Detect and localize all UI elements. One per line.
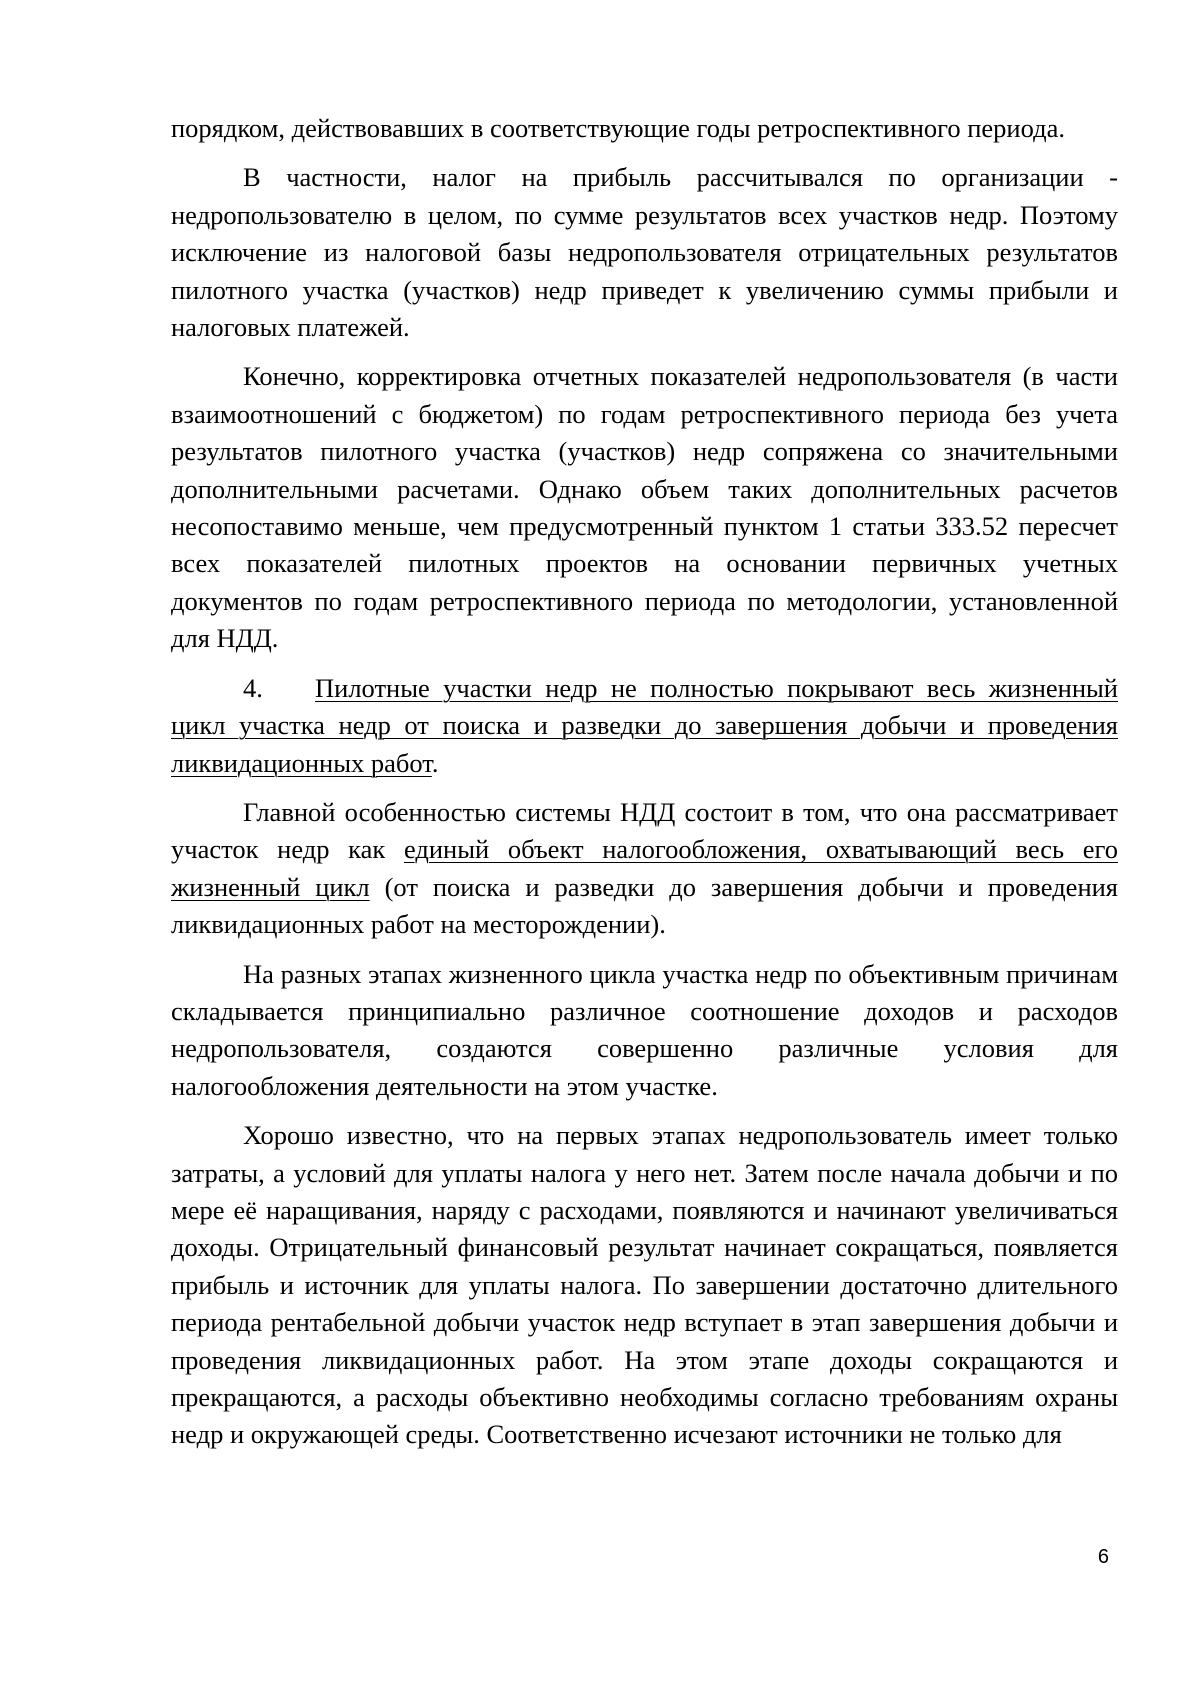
page-number: 6 (1097, 1546, 1109, 1568)
main-feature-underlined: единый объект налогообложения, охватывающий весь его жизненный цикл (171, 834, 1118, 902)
paragraph-profit-tax: В частности, налог на прибыль рассчитывался по организации - недропользователю в целом, по сумме результатов всех участков недр. Поэтому исключение из налоговой базы недропользователя отрицательных результатов пилотного участка (участков) недр приведет к увеличению суммы прибыли и налоговых платежей. (171, 162, 1118, 343)
main-feature-start: Главной особенностью системы НДД состоит в том, что она рассматривает участок недр как (171, 796, 1118, 865)
paragraph-lifecycle-stages: На разных этапах жизненного цикла участка недр по объективным причинам складывается принципиально различное соотношение доходов и расходов недропользователя, создаются совершенно различные условия для налогообложения деятельности на этом участке. (171, 958, 1118, 1101)
document-page (171, 110, 1118, 1466)
paragraph-continuation: порядком, действовавших в соответствующие годы ретроспективного периода. (171, 113, 1065, 143)
paragraph-point-4 (171, 670, 1118, 782)
underlined-heading: Пилотные участки недр не полностью покрывают весь жизненный цикл участка недр от поиска и разведки до завершения добычи и проведения ликвидационных работ (171, 672, 1118, 778)
paragraph-well-known: Хорошо известно, что на первых этапах недропользователь имеет только затраты, а условий для уплаты налога у него нет. Затем после начала добычи и по мере её наращивания, наряду с расходами, появляются и начинают увеличиваться доходы. Отрицательный финансовый результат начинает сокращаться, появляется прибыль и источник для уплаты налога. По завершении достаточно длительного периода рентабельной добычи участок недр вступает в этап завершения добычи и проведения ликвидационных работ. На этом этапе доходы сокращаются и прекращаются, а расходы объективно необходимы согласно требованиям охраны недр и окружающей среды. Соответственно исчезают источники не только для (171, 1120, 1118, 1450)
paragraph-adjustment: Конечно, корректировка отчетных показателей недропользователя (в части взаимоотношений с бюджетом) по годам ретроспективного периода без учета результатов пилотного участка (участков) недр сопряжена со значительными дополнительными расчетами. Однако объем таких дополнительных расчетов несопоставимо меньше, чем предусмотренный пунктом 1 статьи 333.52 пересчет всех показателей пилотных проектов на основании первичных учетных документов по годам ретроспективного периода по методологии, установленной для НДД. (171, 361, 1118, 654)
heading-period: . (431, 747, 439, 778)
point-number: 4. (243, 672, 263, 703)
paragraph-main-feature (171, 794, 1118, 944)
main-feature-end: (от поиска и разведки до завершения добычи и проведения ликвидационных работ на месторождении). (171, 871, 1118, 940)
